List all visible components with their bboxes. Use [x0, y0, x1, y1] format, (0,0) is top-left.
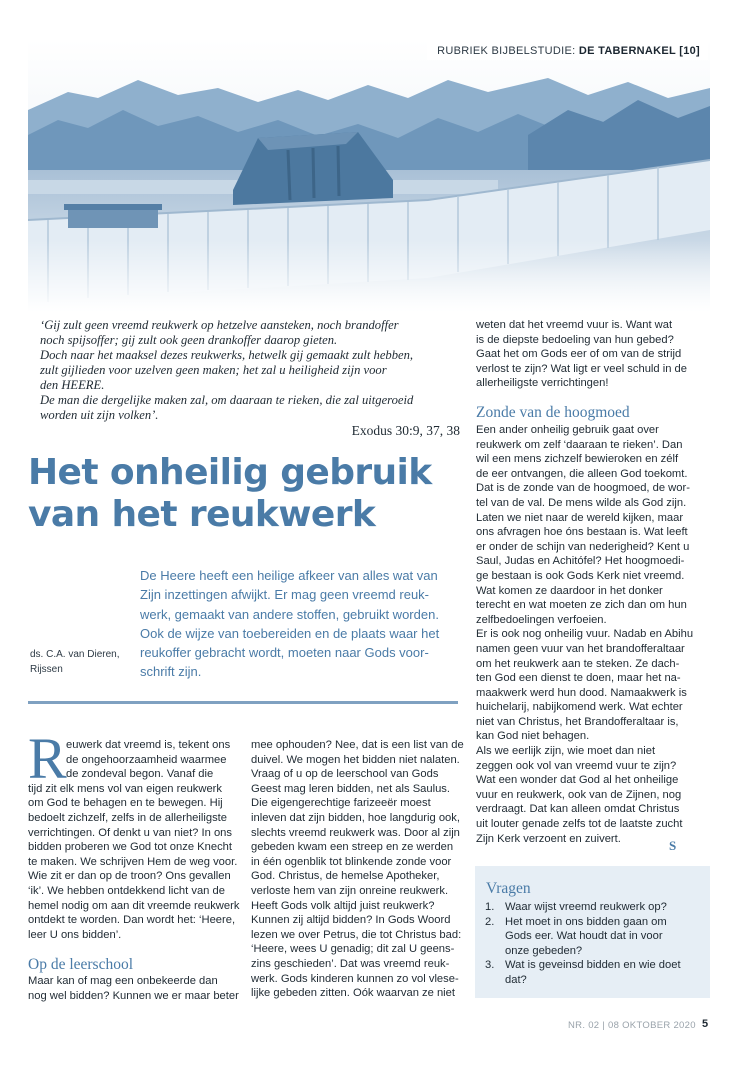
body-line: wil een mens zichzelf bewieroken en zélf [476, 453, 679, 466]
quote-line: noch spijsoffer; gij zult ook geen drankoffer daarop gieten. [40, 333, 338, 347]
body-line: hemel nodig om aan dit vreemde reukwerk [28, 899, 240, 912]
question-text: Wat is geveinsd bidden en wie doet [505, 959, 681, 972]
body-line: Er is ook nog onheilig vuur. Nadab en Abihu [476, 628, 694, 641]
body-line: lijke gebeden zitten. Oók waarvan ze niet [251, 987, 455, 1000]
body-line: om het reukwerk aan te steken. Ze dach- [476, 657, 680, 670]
body-line: maakwerk werd hun dood. Namaakwerk is [476, 686, 687, 699]
body-line: God. Christus, de hemelse Apotheker, [251, 870, 440, 883]
body-line: ‘ik’. We hebben ontdekkend licht van de [28, 884, 225, 897]
intro-line: Ook de wijze van toebereiden en de plaats waar het [140, 625, 440, 641]
body-line: bidden proberen we God tot onze Knecht [28, 841, 233, 854]
end-mark-icon: S [669, 838, 677, 853]
body-column-2 [251, 738, 464, 1001]
body-line: bedoelt zichzelf, zelfs in de allerheiligste [28, 811, 227, 824]
question-number: 2. [485, 915, 495, 928]
body-line: de ongehoorzaamheid waarmee [66, 753, 227, 766]
body-line: ‘Heere, wees U genadig; dit zal U geens- [251, 943, 455, 956]
body-line: slechts vreemd reukwerk was. Door al zijn [251, 826, 460, 839]
body-line: vuur en reukwerk, ook van de Zijnen, nog [476, 788, 682, 801]
body-line: werk. Gods kinderen kunnen zo vol vlese- [251, 972, 459, 985]
title-line-2: van het reukwerk [28, 494, 376, 535]
quote-line: De man die dergelijke maken zal, om daaraan te rieken, die zal uitgeroeid [40, 393, 414, 407]
body-line: Maar kan of mag een onbekeerde dan [28, 975, 218, 987]
body-line: is de diepste bedoeling van hun gebed? [476, 333, 674, 346]
body-line: Als we eerlijk zijn, wie moet dan niet [476, 745, 656, 758]
body-line: in één ogenblik tot blinkende zonde voor [251, 855, 452, 868]
body-line: zeggen ook vol van vreemd vuur te zijn? [476, 759, 677, 772]
body-line: om God te behagen en te bewegen. Hij [28, 797, 223, 810]
body-line: namen geen vuur van het brandofferaltaar [476, 642, 685, 655]
title-line-1: Het onheilig gebruik [28, 452, 432, 493]
rubric-label [427, 42, 708, 60]
intro-line: werk, gemaakt van andere stoffen, gebruikt worden. [140, 606, 439, 622]
question-text: Waar wijst vreemd reukwerk op? [505, 901, 667, 913]
body-line: uit louter genade zelfs tot de laatste zucht [476, 818, 683, 831]
body-line: ten God een dienst te doen, maar het na- [476, 672, 681, 685]
body-line: de eer ontvangen, die alleen God toekomt. [476, 467, 688, 480]
body-line: inleven dat zijn bidden, hoe langdurig ook, [251, 811, 460, 824]
body-line: kan God niet behagen. [476, 730, 590, 743]
body-line: duivel. We mogen het bidden niet nalaten. [251, 753, 460, 766]
body-line: gebeden kwam een streep en ze werden [251, 841, 454, 854]
body-line: mee ophouden? Nee, dat is een list van de [251, 739, 464, 751]
question-number: 3. [485, 959, 495, 972]
body-line: Kunnen zij altijd bidden? In Gods Woord [251, 914, 451, 927]
body-line: Heeft Gods volk altijd juist reukwerk? [251, 899, 435, 912]
body-column-1-continued [28, 974, 239, 1003]
quote-line: den HEERE. [40, 378, 105, 392]
tabernacle-photo [28, 40, 710, 312]
body-line: Laten we niet naar de wereld kijken, maar [476, 511, 684, 524]
body-line: ontdekt te worden. Dan wordt het: ‘Heere, [28, 914, 236, 927]
question-item [485, 958, 705, 987]
body-line: er onder de schijn van nederigheid? Kent u [476, 540, 690, 553]
intro-line: Zijn inzettingen afwijkt. Er mag geen vreemd reuk- [140, 587, 430, 603]
quote-line: zult gijlieden voor uzelven geen maken; het zal u heiligheid zijn voor [40, 363, 387, 377]
body-line: zins geschieden’. Dat was vreemd reuk- [251, 957, 450, 970]
body-line: ons afvragen hoe óns bestaan is. Wat leeft [476, 526, 688, 539]
article-intro [140, 566, 458, 682]
questions-list [485, 900, 705, 988]
questions-title: Vragen [486, 880, 531, 897]
body-line: huichelarij, nabijkomend werk. Wat echter [476, 701, 683, 714]
intro-line: schrift zijn. [140, 664, 202, 680]
body-line: tijd zit elk mens vol van eigen reukwerk [28, 782, 223, 795]
body-column-3 [476, 318, 710, 391]
body-line: verloste hem van zijn onreine reukwerk. [251, 884, 449, 897]
body-line: zelfbedoelingen verfoeien. [476, 613, 607, 626]
quote-reference: Exodus 30:9, 37, 38 [351, 423, 460, 438]
body-line: terecht en wat moeten ze zich dan om hun [476, 599, 687, 612]
quote-line: worden uit zijn volken’. [40, 408, 159, 422]
body-line: Een ander onheilig gebruik gaat over [476, 424, 659, 436]
footer-issue: NR. 02 | 08 OKTOBER 2020 [568, 1020, 696, 1031]
body-line: allerheiligste verrichtingen! [476, 377, 609, 390]
author-byline [30, 647, 130, 677]
section-divider [28, 701, 458, 704]
body-line: niet van Christus, het Brandofferaltaar is, [476, 715, 679, 728]
body-line: Wie zit er dan op de troon? Ons gevallen [28, 870, 231, 883]
body-line: leer U ons bidden’. [28, 928, 122, 941]
body-line: Dat is de zonde van de hoogmoed, de wor- [476, 482, 690, 495]
body-line: Die eigengerechtige farizeeër moest [251, 797, 431, 810]
body-line: de zondeval begon. Vanaf die [66, 768, 214, 781]
body-line: nog wel bidden? Kunnen we er maar beter [28, 989, 239, 1002]
author-place: Rijssen [30, 664, 63, 675]
body-line: ge bestaan is ook Gods Kerk niet vreemd. [476, 569, 685, 582]
question-text: dat? [505, 973, 527, 986]
body-line: Zijn Kerk verzoent en zuivert. [476, 832, 621, 845]
body-line: Geest mag leren bidden, net als Saulus. [251, 782, 451, 795]
header-photo [28, 40, 710, 312]
body-line: Vraag of u op de leerschool van Gods [251, 768, 439, 781]
body-line: Saul, Judas en Achitófel? Het hoogmoedi- [476, 555, 685, 568]
body-line: verdraagt. Dat kan alleen omdat Christus [476, 803, 680, 816]
drop-cap: R [28, 726, 67, 791]
page-number: 5 [702, 1018, 709, 1030]
body-line: Gaat het om Gods eer of om van de strijd [476, 348, 682, 361]
question-number: 1. [485, 901, 495, 913]
scripture-quote [40, 318, 460, 423]
question-text: onze gebeden? [505, 944, 583, 957]
body-line: verlost te zijn? Wat ligt er veel schuld in de [476, 362, 687, 375]
intro-line: De Heere heeft een heilige afkeer van alles wat van [140, 568, 438, 583]
body-column-1 [28, 738, 240, 942]
body-line: weten dat het vreemd vuur is. Want wat [476, 319, 673, 331]
question-text: Gods eer. Wat houdt dat in voor [505, 930, 663, 943]
quote-line: ‘Gij zult geen vreemd reukwerk op hetzelve aansteken, noch brandoffer [40, 318, 399, 332]
body-column-3-continued [476, 423, 710, 846]
article-title [28, 452, 468, 536]
subheading-hoogmoed: Zonde van de hoogmoed [476, 404, 630, 421]
subheading-leerschool: Op de leerschool [28, 956, 134, 973]
body-line: lezen we over Petrus, die tot Christus bad: [251, 928, 462, 941]
author-name: ds. C.A. van Dieren, [30, 649, 120, 660]
question-item [485, 900, 705, 915]
body-line: Wat komen ze daardoor in het donker [476, 584, 663, 597]
body-line: euwerk dat vreemd is, tekent ons [66, 739, 231, 751]
rubric-prefix: RUBRIEK BIJBELSTUDIE: [437, 45, 576, 57]
body-line: reukwerk om zelf ‘daaraan te rieken’. Dan [476, 438, 683, 451]
quote-line: Doch naar het maaksel dezes reukwerks, hetwelk gij gemaakt zult hebben, [40, 348, 414, 362]
question-text: Het moet in ons bidden gaan om [505, 915, 667, 928]
body-line: verrichtingen. Of denkt u van niet? In ons [28, 826, 232, 839]
body-line: te maken. We schrijven Hem de weg voor. [28, 855, 238, 868]
body-line: tel van de val. De mens wilde als God zijn. [476, 496, 687, 509]
question-item [485, 915, 705, 959]
rubric-title: DE TABERNAKEL [10] [578, 45, 700, 57]
intro-line: reukoffer gebracht wordt, moeten naar Gods voor- [140, 645, 429, 661]
body-line: Wat een wonder dat God al het onheilige [476, 774, 679, 787]
